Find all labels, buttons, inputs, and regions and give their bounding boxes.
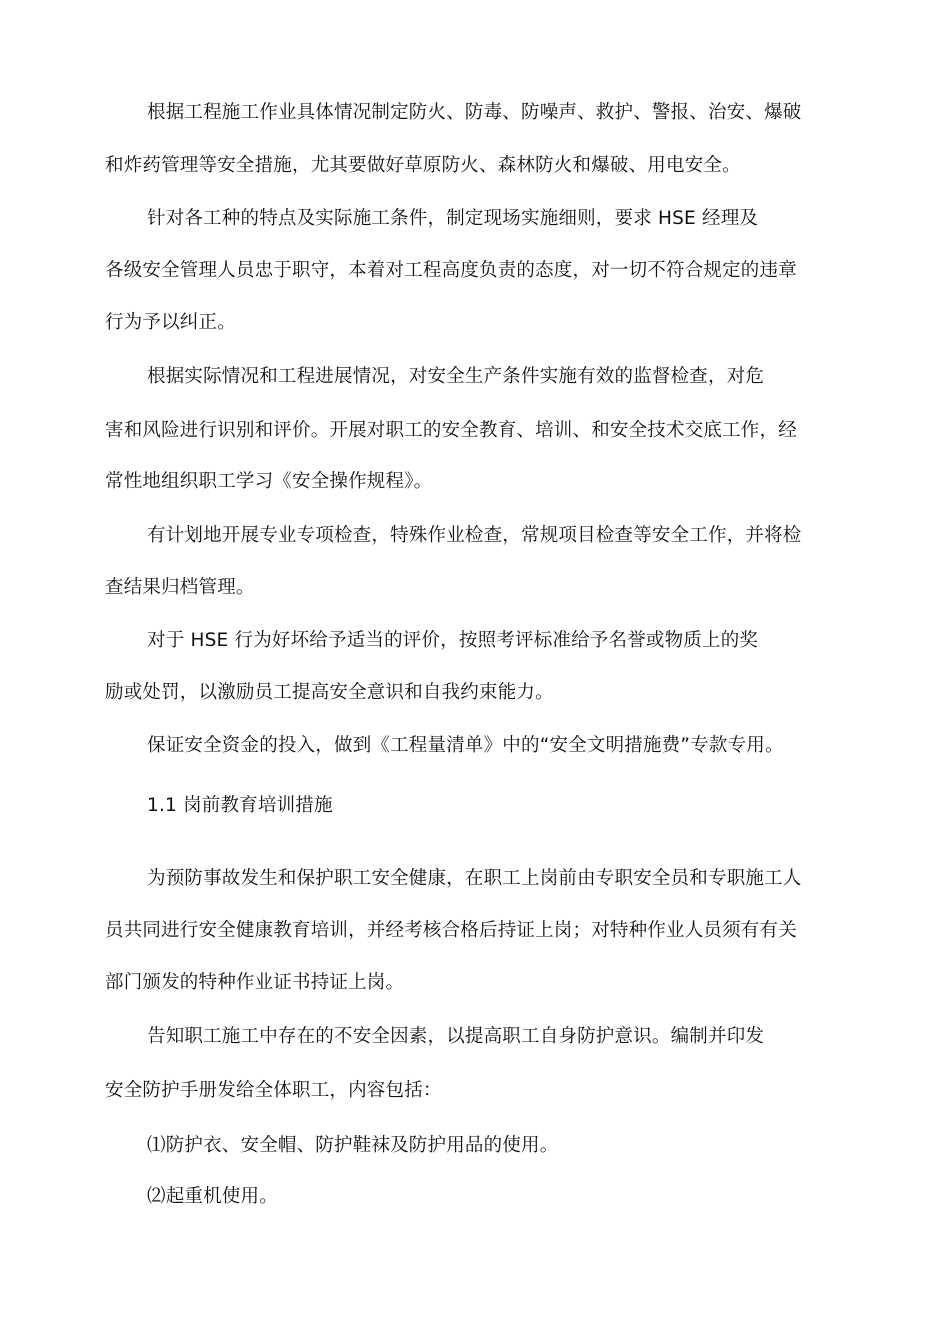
paragraph-line: 为预防事故发生和保护职工安全健康，在职工上岗前由专职安全员和专职施工人 xyxy=(147,868,802,889)
paragraph-line: 保证安全资金的投入，做到《工程量清单》中的“安全文明措施费”专款专用。 xyxy=(147,735,784,756)
paragraph-line: 根据实际情况和工程进展情况，对安全生产条件实施有效的监督检查，对危 xyxy=(147,366,765,387)
paragraph-line: 查结果归档管理。 xyxy=(105,577,255,598)
section-heading: 1.1 岗前教育培训措施 xyxy=(147,795,333,816)
paragraph-line: 安全防护手册发给全体职工，内容包括： xyxy=(105,1080,442,1101)
paragraph-line: 针对各工种的特点及实际施工条件，制定现场实施细则，要求 HSE 经理及 xyxy=(147,208,759,229)
paragraph-line: 根据工程施工作业具体情况制定防火、防毒、防噪声、救护、警报、治安、爆破 xyxy=(147,102,802,123)
list-item: ⑵起重机使用。 xyxy=(147,1186,278,1207)
paragraph-line: 员共同进行安全健康教育培训，并经考核合格后持证上岗；对特种作业人员须有有关 xyxy=(105,920,797,941)
paragraph-line: 告知职工施工中存在的不安全因素，以提高职工自身防护意识。编制并印发 xyxy=(147,1026,765,1047)
list-item: ⑴防护衣、安全帽、防护鞋袜及防护用品的使用。 xyxy=(147,1135,559,1156)
paragraph-line: 部门颁发的特种作业证书持证上岗。 xyxy=(105,972,405,993)
paragraph-line: 行为予以纠正。 xyxy=(105,312,236,333)
paragraph-line: 各级安全管理人员忠于职守，本着对工程高度负责的态度，对一切不符合规定的违章 xyxy=(105,260,797,281)
paragraph-line: 有计划地开展专业专项检查，特殊作业检查，常规项目检查等安全工作，并将检 xyxy=(147,525,802,546)
paragraph-line: 常性地组织职工学习《安全操作规程》。 xyxy=(105,471,433,492)
paragraph-line: 和炸药管理等安全措施，尤其要做好草原防火、森林防火和爆破、用电安全。 xyxy=(105,155,741,176)
paragraph-line: 害和风险进行识别和评价。开展对职工的安全教育、培训、和安全技术交底工作，经 xyxy=(105,420,797,441)
paragraph-line: 励或处罚，以激励员工提高安全意识和自我约束能力。 xyxy=(105,682,554,703)
paragraph-line: 对于 HSE 行为好坏给予适当的评价，按照考评标准给予名誉或物质上的奖 xyxy=(147,630,759,651)
